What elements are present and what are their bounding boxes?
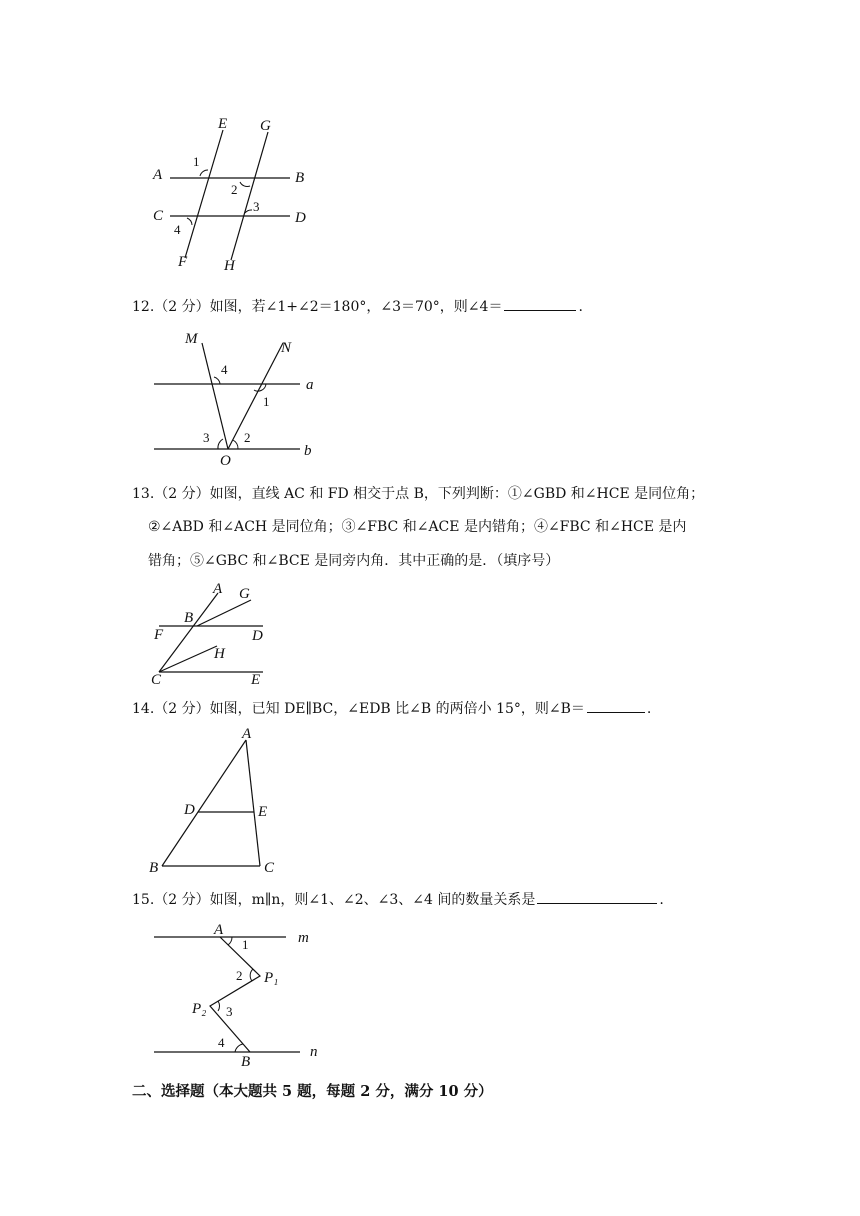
label-e: E xyxy=(251,672,261,688)
question-14 xyxy=(132,698,651,719)
figure-q14-diagram xyxy=(140,725,290,880)
line-ca xyxy=(159,593,218,672)
figure-q14 xyxy=(140,725,290,880)
label-f: F xyxy=(178,254,188,270)
label-b: B xyxy=(241,1054,251,1070)
question-13-end: ．（填序号） xyxy=(482,553,560,569)
question-15 xyxy=(132,889,664,910)
question-13-line3 xyxy=(148,551,559,571)
question-12 xyxy=(132,296,583,317)
figure-q11 xyxy=(140,110,320,275)
figure-q12-diagram xyxy=(140,325,330,470)
angle-1-label: 1 xyxy=(193,154,200,169)
angle-1-arc xyxy=(200,170,208,176)
ray-on xyxy=(228,343,283,449)
label-h: H xyxy=(214,646,225,662)
question-13-text: 错角；⑤∠GBC 和∠BCE 是同旁内角．其中正确的是 xyxy=(148,553,483,569)
angle-4-label: 4 xyxy=(174,222,181,237)
angle-3-arc xyxy=(218,1001,220,1011)
question-13-line2: ②∠ABD 和∠ACH 是同位角；③∠FBC 和∠ACE 是内错角；④∠FBC 和∠HCE 是内 xyxy=(148,519,687,535)
angle-3-label: 3 xyxy=(203,430,210,445)
label-b: B xyxy=(184,610,194,626)
side-ac xyxy=(246,740,260,866)
label-a: A xyxy=(213,581,223,597)
angle-4-label: 4 xyxy=(218,1035,225,1050)
label-h: H xyxy=(224,258,235,274)
angle-2-label: 2 xyxy=(244,430,251,445)
angle-2-arc xyxy=(250,969,253,981)
question-12-end: . xyxy=(578,299,583,315)
question-13: 13.（2 分）如图，直线 AC 和 FD 相交于点 B，下列判断：①∠GBD 和∠HCE 是同位角； xyxy=(132,486,705,502)
figure-q15 xyxy=(140,918,340,1068)
label-o: O xyxy=(220,453,231,469)
answer-blank-12[interactable] xyxy=(504,296,576,311)
question-15-end: . xyxy=(659,892,664,908)
label-d: D xyxy=(252,628,263,644)
angle-4-arc xyxy=(214,377,220,384)
angle-2-arc xyxy=(233,440,238,449)
label-d: D xyxy=(295,210,306,226)
figure-q15-diagram xyxy=(140,918,340,1068)
angle-4-label: 4 xyxy=(221,362,228,377)
figure-q12 xyxy=(140,325,330,470)
ray-ch xyxy=(159,646,217,672)
figure-q11-diagram xyxy=(140,110,320,275)
side-ab xyxy=(162,740,246,866)
angle-2-label: 2 xyxy=(236,968,243,983)
section-2-heading: 二、选择题（本大题共 5 题，每题 2 分，满分 10 分） xyxy=(132,1083,493,1100)
label-d: D xyxy=(184,802,195,818)
label-b: B xyxy=(149,860,159,876)
figure-q13 xyxy=(145,578,285,688)
angle-4-arc xyxy=(235,1044,243,1052)
question-15-text: 15.（2 分）如图，m∥n，则∠1、∠2、∠3、∠4 间的数量关系是 xyxy=(132,892,536,908)
label-e: E xyxy=(218,116,228,132)
label-g: G xyxy=(239,586,250,602)
answer-blank-15[interactable] xyxy=(537,889,657,904)
angle-1-arc xyxy=(228,937,232,945)
angle-4-arc xyxy=(187,218,192,225)
angle-3-arc xyxy=(218,439,223,449)
label-n: N xyxy=(281,340,292,356)
figure-q13-diagram xyxy=(145,578,285,688)
question-14-end: . xyxy=(646,701,652,717)
angle-2-arc xyxy=(240,182,250,187)
label-c: C xyxy=(264,860,275,876)
ray-bg xyxy=(197,600,251,626)
label-a: a xyxy=(306,377,314,393)
angle-1-label: 1 xyxy=(263,394,270,409)
label-m: m xyxy=(298,930,309,946)
question-12-text: 12.（2 分）如图，若∠1+∠2＝180°，∠3＝70°，则∠4＝ xyxy=(132,299,503,315)
label-a: A xyxy=(214,922,224,938)
label-a: A xyxy=(242,726,252,742)
angle-3-label: 3 xyxy=(253,199,260,214)
label-a: A xyxy=(153,167,163,183)
label-c: C xyxy=(151,672,162,688)
label-c: C xyxy=(153,208,164,224)
label-b: b xyxy=(304,443,312,459)
angle-3-arc xyxy=(245,210,252,213)
line-ef xyxy=(185,130,223,258)
label-f: F xyxy=(154,627,164,643)
label-p1: P₁ xyxy=(264,970,279,986)
angle-2-label: 2 xyxy=(231,182,238,197)
label-m: M xyxy=(185,331,198,347)
angle-3-label: 3 xyxy=(226,1004,233,1019)
label-n: n xyxy=(310,1044,318,1060)
label-e: E xyxy=(258,804,268,820)
label-b: B xyxy=(295,170,305,186)
angle-1-label: 1 xyxy=(242,937,249,952)
answer-blank-14[interactable] xyxy=(587,698,645,713)
label-g: G xyxy=(260,118,271,134)
question-14-text: 14.（2 分）如图，已知 DE∥BC，∠EDB 比∠B 的两倍小 15°，则∠B＝ xyxy=(132,701,585,717)
label-p2: P₂ xyxy=(192,1001,207,1017)
